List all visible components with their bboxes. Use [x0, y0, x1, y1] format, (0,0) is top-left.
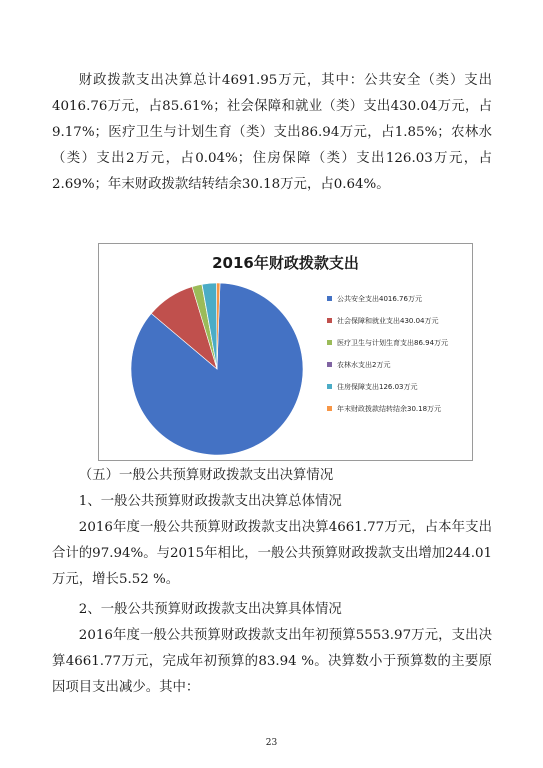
chart-legend: [327, 294, 469, 426]
paragraph-detail: 2016年度一般公共预算财政拨款支出年初预算5553.97万元，支出决算4661.77万元，完成年初预算的83.94 %。决算数小于预算数的主要原因项目支出减少。其中：: [52, 628, 492, 695]
subheading-overall: 1、一般公共预算财政拨款支出决算总体情况: [78, 494, 342, 509]
paragraph-expenditure-summary: 财政拨款支出决算总计4691.95万元，其中：公共安全（类）支出4016.76万元，占85.61%；社会保障和就业（类）支出430.04万元，占9.17%；医疗卫生与计划生育（类）支出86.94万元，占1.85%；农林水（类）支出2万元，占0.04%；住房保障（类）支出126.03万元，占2.69%；年末财政拨款结转结余30.18万元，占0.64%。: [52, 73, 492, 192]
legend-label: 社会保障和就业支出430.04万元: [337, 317, 439, 325]
legend-swatch: [327, 406, 332, 411]
legend-label: 住房保障支出126.03万元: [337, 383, 418, 391]
paragraph-overall: 2016年度一般公共预算财政拨款支出决算4661.77万元，占本年支出合计的97.94%。与2015年相比，一般公共预算财政拨款支出增加244.01万元，增长5.52 %。: [52, 520, 492, 587]
legend-label: 农林水支出2万元: [337, 361, 391, 369]
section-heading-5: （五）一般公共预算财政拨款支出决算情况: [78, 468, 334, 483]
legend-swatch: [327, 340, 332, 345]
legend-item: [327, 338, 469, 348]
legend-label: 年末财政拨款结转结余30.18万元: [337, 405, 442, 413]
legend-item: [327, 294, 469, 304]
legend-label: 公共安全支出4016.76万元: [337, 295, 422, 303]
page-number: 23: [265, 738, 278, 748]
chart-title: 2016年财政拨款支出: [212, 254, 359, 272]
legend-label: 医疗卫生与计划生育支出86.94万元: [337, 339, 449, 347]
legend-swatch: [327, 296, 332, 301]
legend-item: [327, 382, 469, 392]
legend-item: [327, 316, 469, 326]
pie-chart-panel: [98, 243, 473, 461]
legend-swatch: [327, 318, 332, 323]
legend-swatch: [327, 362, 332, 367]
subheading-detail: 2、一般公共预算财政拨款支出决算具体情况: [78, 602, 342, 617]
legend-item: [327, 404, 469, 414]
legend-swatch: [327, 384, 332, 389]
legend-item: [327, 360, 469, 370]
